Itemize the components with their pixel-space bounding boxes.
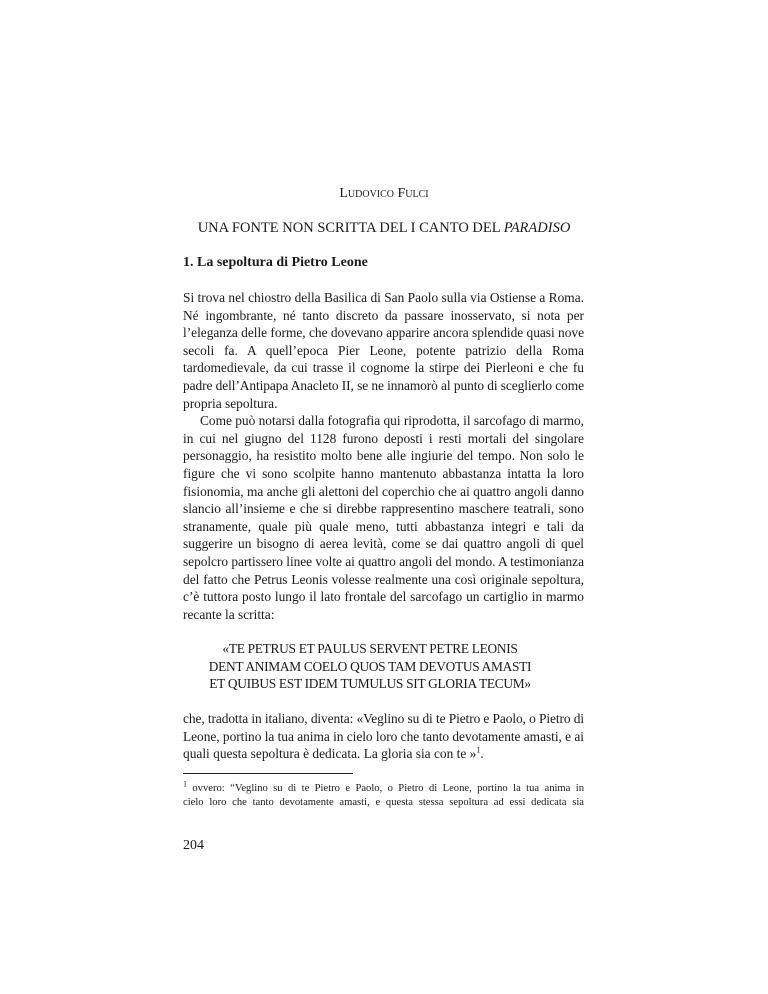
- inscription-line: DENT ANIMAM COELO QUOS TAM DEVOTUS AMASTI: [208, 658, 532, 674]
- text-line: in cui nel giugno del 1128 furono deposti i resti mortali del singolare: [183, 430, 584, 446]
- footnote-text: ovvero: “Veglino su di te Pietro e Paolo, o Pietro di Leone, portino la tua anima in: [187, 783, 585, 794]
- article-title: [0, 220, 768, 237]
- title-italic: PARADISO: [503, 220, 571, 236]
- section-heading: 1. La sepoltura di Pietro Leone: [183, 255, 368, 270]
- text-line: Come può notarsi dalla fotografia qui riprodotta, il sarcofago di marmo,: [200, 413, 584, 429]
- text-line: del fatto che Petrus Leonis volesse realmente una così originale sepoltura,: [183, 571, 584, 587]
- text-span: quali questa sepoltura è dedicata. La gloria sia con te »: [183, 746, 477, 762]
- inscription-line: ET QUIBUS EST IDEM TUMULUS SIT GLORIA TECUM»: [209, 676, 531, 692]
- text-line: slancio all’insieme e che si direbbe rappresentino maschere teatrali, sono: [183, 501, 584, 517]
- footnote-line: cielo loro che tanto devotamente amasti, e questa stessa sepoltura ad essi dedicata sia: [183, 797, 584, 808]
- page-number: 204: [183, 838, 204, 853]
- text-line: recante la scritta:: [183, 606, 275, 622]
- text-line: Leone, portino la tua anima in cielo loro che tanto devotamente amasti, e ai: [183, 728, 584, 744]
- text-span: .: [480, 746, 484, 762]
- text-line: Né ingombrante, né tanto discreto da passare inosservato, si nota per: [183, 307, 584, 323]
- text-line: secoli fa. A quell’epoca Pier Leone, potente patrizio della Roma: [183, 342, 584, 358]
- footnote-separator: [183, 773, 353, 774]
- footnote-line: [183, 779, 585, 796]
- text-line: c’è tuttora posto lungo il lato frontale del sarcofago un cartiglio in marmo: [183, 589, 585, 605]
- text-line: Si trova nel chiostro della Basilica di San Paolo sulla via Ostiense a Roma.: [183, 290, 584, 305]
- text-line: padre dell’Antipapa Anacleto II, se ne innamorò al punto di sceglierlo come: [183, 378, 585, 393]
- text-line: stranamente, quale più quale meno, tutti abbastanza integri e tali da: [183, 518, 585, 534]
- inscription-line: «TE PETRUS ET PAULUS SERVENT PETRE LEONIS: [222, 641, 518, 656]
- text-line: fisionomia, ma anche gli alettoni del coperchio che ai quattro angoli danno: [183, 483, 584, 499]
- text-line: l’eleganza delle forme, che dovevano apparire ancora splendide quasi nove: [183, 325, 584, 341]
- text-line: personaggio, ha resistito molto bene alle ingiurie del tempo. Non solo le: [183, 448, 584, 464]
- text-line: figure che vi sono scolpite hanno mantenuto abbastanza intatta la loro: [183, 466, 584, 481]
- text-line: suggerire un bisogno di aerea levità, come se dai quattro angoli di quel: [183, 536, 584, 552]
- text-line: [183, 745, 585, 763]
- text-line: che, tradotta in italiano, diventa: «Veglino su di te Pietro e Paolo, o Pietro di: [183, 711, 584, 726]
- text-line: tardomedievale, da cui trasse il cognome la stirpe dei Pierleoni e che fu: [183, 360, 584, 376]
- text-line: propria sepoltura.: [183, 395, 278, 411]
- text-line: sepolcro partissero linee volte ai quattro angoli del mondo. A testimonianza: [183, 554, 584, 569]
- author-name: Ludovico Fulci: [339, 186, 429, 201]
- footnote-number: 1: [183, 779, 187, 789]
- footnote-reference[interactable]: 1: [476, 745, 481, 755]
- title-text: UNA FONTE NON SCRITTA DEL I CANTO DEL: [197, 220, 504, 236]
